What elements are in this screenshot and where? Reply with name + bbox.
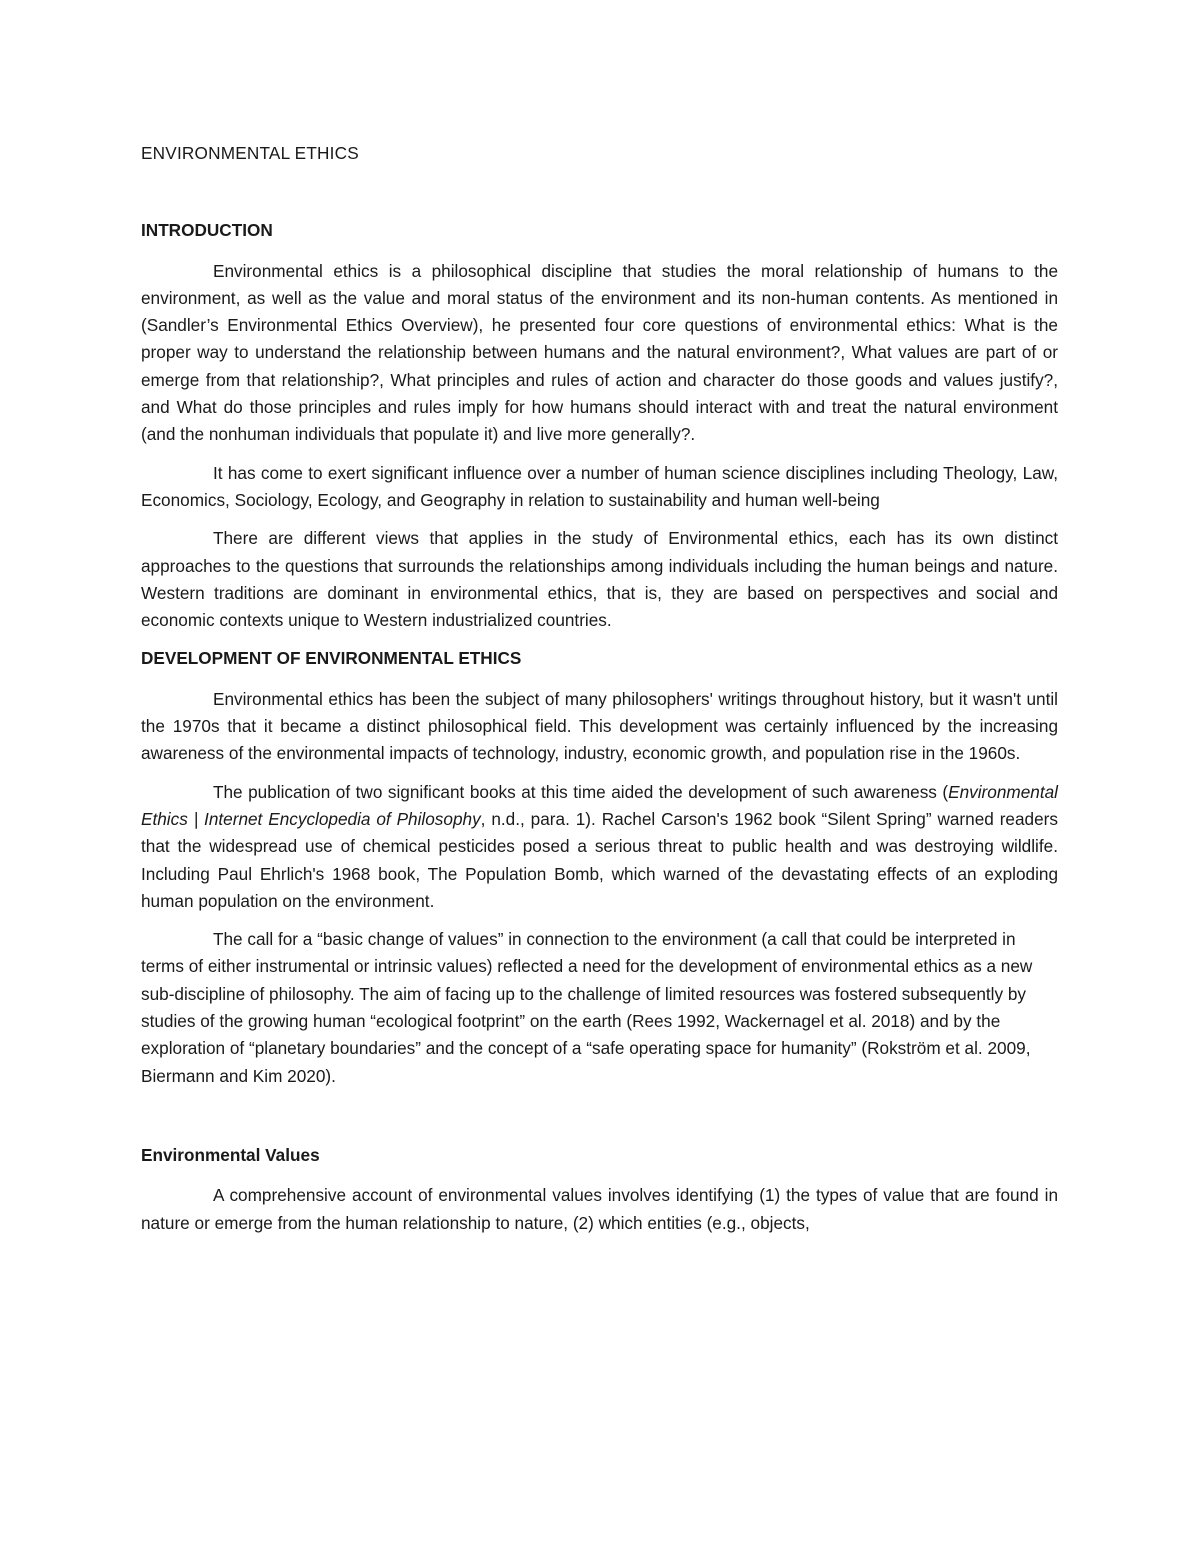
document-page xyxy=(141,140,1058,1237)
paragraph-dev-1: Environmental ethics has been the subject of many philosophers' writings throughout history, but it wasn't until the 1970s that it became a distinct philosophical field. This development was certainly influenced by the increasing awareness of the environmental impacts of technology, industry, economic growth, and population rise in the 1960s. xyxy=(141,688,1058,764)
heading-development: DEVELOPMENT OF ENVIRONMENTAL ETHICS xyxy=(141,648,522,669)
paragraph-intro-1: Environmental ethics is a philosophical discipline that studies the moral relationship of humans to the environment, as well as the value and moral status of the environment and its non-human contents. As mentioned in (Sandler’s Environmental Ethics Overview), he presented four core questions of environmental ethics: What is the proper way to understand the relationship between humans and the natural environment?, What values are part of or emerge from that relationship?, What principles and rules of action and character do those goods and values justify?, and What do those principles and rules imply for how humans should interact with and treat the natural environment (and the nonhuman individuals that populate it) and live more generally?. xyxy=(141,260,1058,445)
paragraph-intro-3: There are different views that applies in the study of Environmental ethics, each has its own distinct approaches to the questions that surrounds the relationships among individuals including the human beings and nature. Western traditions are dominant in environmental ethics, that is, they are based on perspectives and social and economic contexts unique to Western industrialized countries. xyxy=(141,528,1058,631)
document-title: ENVIRONMENTAL ETHICS xyxy=(141,143,359,163)
paragraph-dev-2 xyxy=(141,779,1058,915)
paragraph-intro-2: It has come to exert significant influence over a number of human science disciplines including Theology, Law, Economics, Sociology, Ecology, and Geography in relation to sustainability and human well-being xyxy=(141,462,1058,510)
citation-italic: Environmental Ethics | Internet Encyclopedia of Philosophy xyxy=(141,781,1058,829)
heading-environmental-values: Environmental Values xyxy=(141,1144,320,1165)
paragraph-dev-2-before: The publication of two significant books at this time aided the development of such awareness ( xyxy=(213,781,949,802)
paragraph-values-1: A comprehensive account of environmental values involves identifying (1) the types of value that are found in nature or emerge from the human relationship to nature, (2) which entities (e.g., objects, xyxy=(141,1185,1058,1233)
paragraph-dev-3: The call for a “basic change of values” in connection to the environment (a call that could be interpreted in terms of either instrumental or intrinsic values) reflected a need for the development of environmental ethics as a new sub-discipline of philosophy. The aim of facing up to the challenge of limited resources was fostered subsequently by studies of the growing human “ecological footprint” on the earth (Rees 1992, Wackernagel et al. 2018) and by the exploration of “planetary boundaries” and the concept of a “safe operating space for humanity” (Rokström et al. 2009, Biermann and Kim 2020). xyxy=(141,929,1033,1086)
paragraph-dev-2-after: , n.d., para. 1). Rachel Carson's 1962 book “Silent Spring” warned readers that the widespread use of chemical pesticides posed a serious threat to public health and was destroying wildlife. Including Paul Ehrlich's 1968 book, The Population Bomb, which warned of the devastating effects of an exploding human population on the environment. xyxy=(141,808,1058,911)
heading-introduction: INTRODUCTION xyxy=(141,220,273,241)
